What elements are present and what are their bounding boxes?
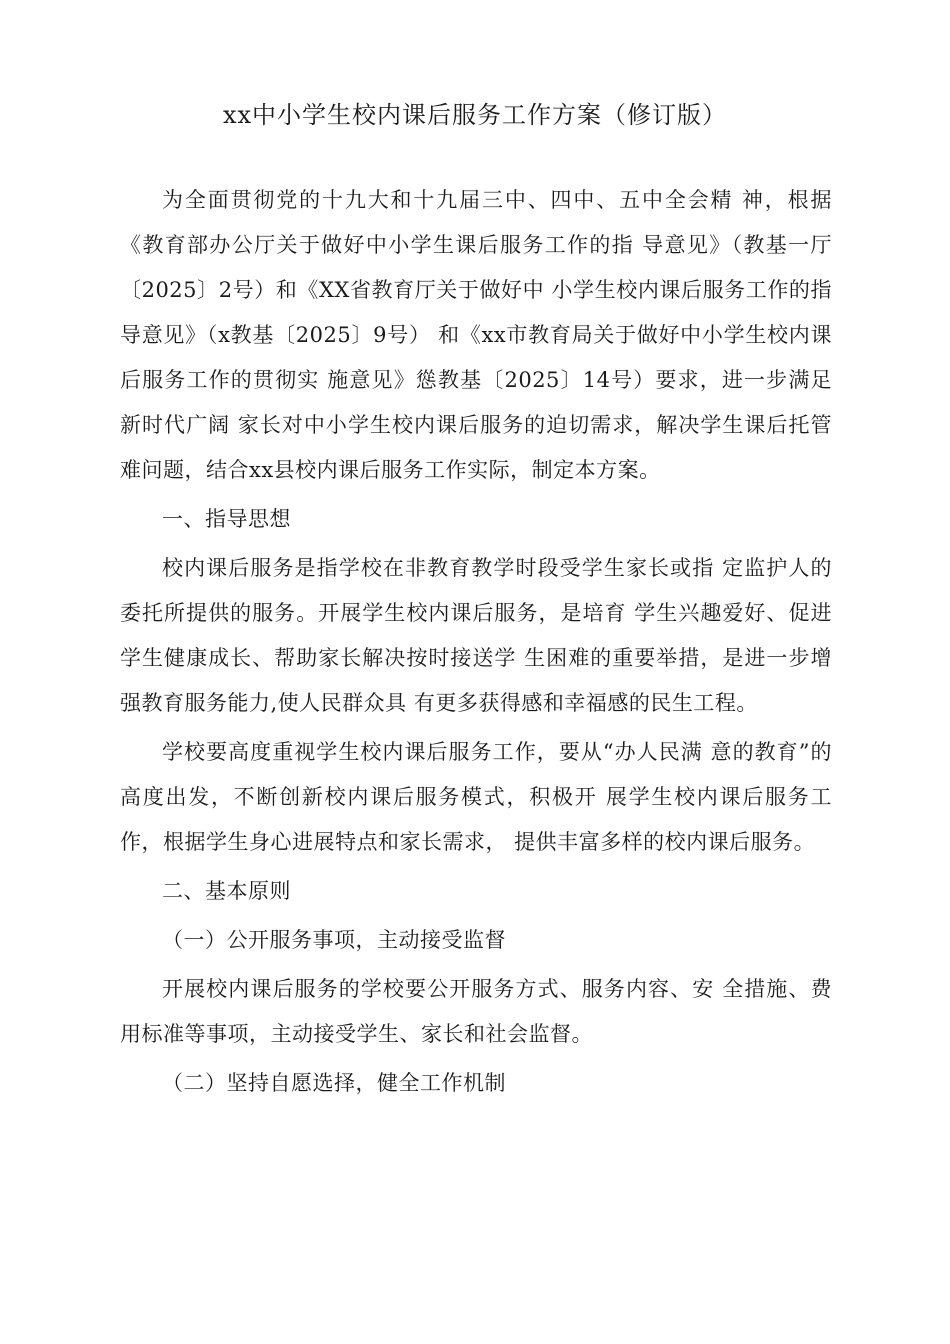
subsection-heading: （二）坚持自愿选择，健全工作机制 [162,1071,506,1095]
body-paragraph: 校内课后服务是指学校在非教育教学时段受学生家长或指 定监护人的委托所提供的服务。开展学生校内课后服务，是培育 学生兴趣爱好、促进学生健康成长、帮助家长解决按时接送学 生困难的重要举措，是进一步增强教育服务能力,使人民群众具 有更多获得感和幸福感的民生工程。 [120,556,832,715]
section-heading-basic-principles: 二、基本原则 [162,879,291,903]
subsection-heading: （一）公开服务事项，主动接受监督 [162,928,506,952]
document-body [120,178,832,1106]
document-title: xx中小学生校内课后服务工作方案（修订版） [222,101,728,129]
intro-paragraph: 为全面贯彻党的十九大和十九届三中、四中、五中全会精 神，根据《教育部办公厅关于做好中小学生课后服务工作的指 导意见》（教基一厅〔2025〕2号）和《XX省教育厅关于做好中 小学生校内课后服务工作的指导意见》（x教基〔2025〕9号） 和《xx市教育局关于做好中小学生校内课后服务工作的贯彻实 施意见》慫教基〔2025〕14号）要求，进一步满足新时代广阔 家长对中小学生校内课后服务的迫切需求，解决学生课后托管 难问题，结合xx县校内课后服务工作实际，制定本方案。 [120,188,832,482]
body-paragraph: 学校要高度重视学生校内课后服务工作，要从“办人民满 意的教育”的高度出发，不断创新校内课后服务模式，积极开 展学生校内课后服务工作，根据学生身心进展特点和家长需求， 提供丰富多样的校内课后服务。 [120,740,832,854]
section-heading-guiding-ideology: 一、指导思想 [162,507,291,531]
body-paragraph: 开展校内课后服务的学校要公开服务方式、服务内容、安 全措施、费用标准等事项，主动接受学生、家长和社会监督。 [120,977,832,1046]
